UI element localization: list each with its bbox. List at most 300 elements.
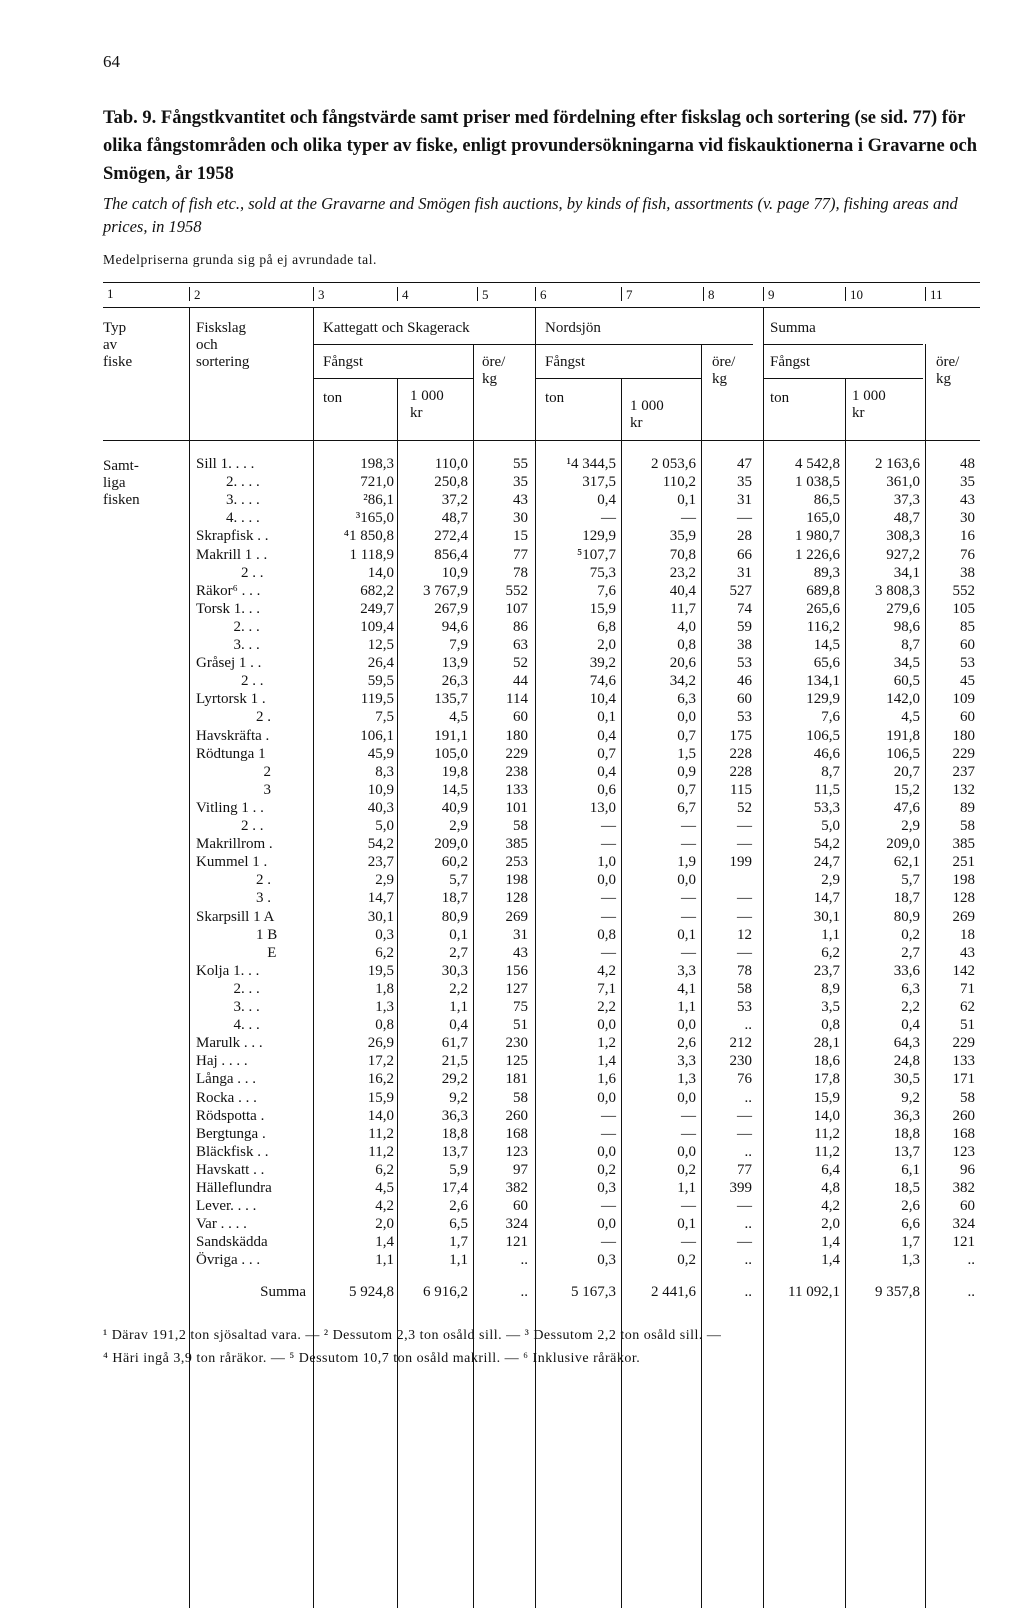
table-cell: 60,5 [893, 673, 920, 690]
table-cell: 43 [960, 492, 975, 509]
table-cell: 110,0 [434, 456, 468, 472]
table-cell: 60 [737, 691, 752, 708]
table-cell: 2,9 [901, 818, 920, 834]
table-cell: 1,1 [449, 999, 468, 1015]
col-divider [189, 308, 190, 1608]
table-cell: .. [744, 1252, 752, 1269]
table-cell: 1,1 [821, 926, 840, 943]
col-number: 4 [397, 287, 409, 301]
table-cell: 2,0 [597, 637, 616, 653]
table-cell: 14,5 [813, 637, 840, 653]
table-cell: 1,3 [901, 1252, 920, 1269]
table-cell: 1,3 [375, 999, 394, 1015]
summa-cell: .. [744, 1284, 752, 1300]
table-cell: 45,9 [367, 745, 394, 762]
row-label: Övriga . . . [196, 1252, 261, 1269]
table-cell: 20,6 [669, 655, 696, 672]
table-cell: 76 [960, 546, 975, 563]
table-cell: 228 [729, 745, 752, 762]
column-number-strip [103, 282, 980, 308]
col-number: 9 [763, 287, 775, 301]
table-cell: 3,5 [821, 999, 840, 1015]
table-cell: 269 [952, 908, 975, 925]
table-cell: 1,7 [449, 1234, 468, 1251]
table-cell: 10,9 [441, 564, 468, 581]
table-cell: 0,4 [597, 492, 616, 509]
col-number: 3 [313, 287, 325, 301]
table-cell: 17,8 [813, 1071, 840, 1088]
table-cell: 80,9 [893, 908, 920, 925]
table-cell: — [601, 1125, 616, 1142]
row-label: Kummel 1 . [196, 854, 268, 871]
table-cell: 0,8 [677, 637, 696, 653]
summa-cell: 9 357,8 [875, 1284, 920, 1300]
table-cell: 1,4 [821, 1234, 840, 1251]
table-cell: 2,2 [901, 999, 920, 1015]
table-cell: 0,0 [597, 1216, 616, 1233]
table-cell: 251 [952, 854, 975, 871]
table-cell: 927,2 [886, 546, 920, 563]
table-cell: 2,2 [597, 999, 616, 1015]
table-cell: 181 [505, 1071, 528, 1088]
summa-label: Summa [260, 1284, 306, 1300]
header-fiskslag: Fiskslag och sortering [196, 320, 250, 370]
table-cell: 0,0 [597, 1017, 616, 1034]
table-cell: — [737, 510, 752, 527]
table-cell: 26,3 [441, 673, 468, 690]
table-cell: 6,8 [597, 618, 616, 635]
table-cell: 4,2 [597, 962, 616, 979]
row-label: Rödspotta . [196, 1107, 265, 1124]
table-cell: 35 [960, 474, 975, 491]
table-cell: .. [744, 1143, 752, 1160]
table-cell: .. [744, 1216, 752, 1233]
table-cell: 18,5 [893, 1180, 920, 1196]
table-cell: 36,3 [893, 1107, 920, 1124]
row-label: Räkor⁶ . . . [196, 582, 261, 599]
table-cell: — [737, 836, 752, 853]
table-cell: 1,2 [597, 1035, 616, 1052]
summa-cell: .. [520, 1284, 528, 1300]
table-cell: 9,2 [901, 1089, 920, 1106]
table-cell: 53 [960, 655, 975, 672]
table-cell: 198 [505, 872, 528, 889]
row-label: Havskräfta . [196, 727, 270, 744]
table-cell: 0,4 [597, 763, 616, 780]
table-cell: 2,6 [449, 1198, 468, 1215]
table-cell: 74 [737, 600, 752, 617]
table-cell: 14,5 [441, 781, 468, 798]
table-cell: 0,0 [677, 1017, 696, 1034]
table-cell: — [601, 818, 616, 834]
row-label: Havskatt . . [196, 1161, 265, 1178]
table-cell: 30 [513, 510, 528, 527]
table-cell: ⁴1 850,8 [343, 528, 394, 545]
table-cell: 14,0 [813, 1107, 840, 1124]
table-cell: — [601, 510, 616, 527]
row-label: Rocka . . . [196, 1089, 257, 1106]
table-cell: 97 [513, 1161, 528, 1178]
table-cell: 19,5 [367, 962, 394, 979]
table-cell: 2,9 [375, 872, 394, 889]
table-cell: 89 [960, 799, 975, 816]
table-cell: 47,6 [893, 799, 920, 816]
table-cell: 54,2 [813, 836, 840, 853]
table-cell: 6,2 [821, 944, 840, 961]
row-label: 4. . . . [196, 510, 260, 527]
table-cell: — [737, 818, 752, 834]
table-cell: 62,1 [893, 854, 920, 871]
table-cell: — [681, 836, 696, 853]
table-cell: 7,1 [597, 980, 616, 997]
row-label: Skarpsill 1 A [196, 908, 275, 925]
table-cell: 4,2 [821, 1198, 840, 1215]
table-cell: 7,6 [821, 709, 840, 726]
table-cell: 11,2 [814, 1125, 840, 1142]
table-cell: .. [520, 1252, 528, 1269]
table-cell: 0,2 [677, 1161, 696, 1178]
row-label: Gråsej 1 . . [196, 655, 262, 672]
footnote-line: ⁴ Häri ingå 3,9 ton råräkor. — ⁵ Dessutom 10,7 ton osåld makrill. — ⁶ Inklusive råräkor. [103, 1351, 641, 1366]
table-cell: 3,3 [677, 1053, 696, 1070]
table-cell: 0,3 [597, 1252, 616, 1269]
table-cell: 1,6 [597, 1071, 616, 1088]
table-cell: 78 [513, 564, 528, 581]
table-cell: 2,7 [449, 944, 468, 961]
row-label: 2 . . [196, 818, 264, 834]
table-cell: 60,2 [441, 854, 468, 871]
row-label: Skrapfisk . . [196, 528, 269, 545]
table-cell: 98,6 [893, 618, 920, 635]
table-cell: 43 [513, 944, 528, 961]
table-cell: 228 [729, 763, 752, 780]
table-cell: 5,0 [375, 818, 394, 834]
table-cell: 0,2 [677, 1252, 696, 1269]
col-number: 8 [703, 287, 715, 301]
table-cell: 43 [513, 492, 528, 509]
table-cell: 60 [960, 1198, 975, 1215]
table-cell: 107 [505, 600, 528, 617]
table-cell: 45 [960, 673, 975, 690]
table-cell: 53 [737, 655, 752, 672]
table-cell: ¹4 344,5 [566, 456, 616, 472]
row-label: 2 . . [196, 673, 264, 690]
table-cell: — [681, 1125, 696, 1142]
row-label: Sill 1. . . . [196, 456, 255, 472]
row-label: 4. . . [196, 1017, 260, 1034]
row-label: 3. . . [196, 999, 260, 1015]
table-cell: 105 [952, 600, 975, 617]
table-cell: 229 [505, 745, 528, 762]
table-cell: 78 [737, 962, 752, 979]
table-cell: 53 [737, 999, 752, 1015]
table-cell: 125 [505, 1053, 528, 1070]
table-cell: 70,8 [669, 546, 696, 563]
table-cell: 121 [952, 1234, 975, 1251]
table-cell: ²86,1 [363, 492, 394, 509]
price-note: Medelpriserna grunda sig på ej avrundade tal. [103, 252, 378, 267]
row-label: 3. . . . [196, 492, 260, 509]
table-cell: 94,6 [441, 618, 468, 635]
table-cell: 0,4 [449, 1017, 468, 1034]
table-cell: 7,5 [375, 709, 394, 726]
header-nordsjon: Nordsjön [545, 320, 601, 336]
table-cell: 0,8 [821, 1017, 840, 1034]
table-cell: 4,2 [375, 1198, 394, 1215]
table-cell: 21,5 [441, 1053, 468, 1070]
table-cell: 6,4 [821, 1161, 840, 1178]
table-cell: 65,6 [813, 655, 840, 672]
table-cell: 175 [729, 727, 752, 744]
row-label: 3 . [196, 890, 271, 907]
table-cell: 0,8 [597, 926, 616, 943]
table-cell: 0,0 [677, 709, 696, 726]
table-cell: 30,3 [441, 962, 468, 979]
col-number: 11 [925, 287, 943, 301]
table-cell: 229 [952, 1035, 975, 1052]
table-cell: 0,0 [677, 872, 696, 889]
table-cell: 6,2 [375, 1161, 394, 1178]
table-cell: — [681, 908, 696, 925]
table-cell: 4,1 [677, 980, 696, 997]
table-cell: — [601, 1198, 616, 1215]
table-cell: 168 [952, 1125, 975, 1142]
table-cell: — [601, 908, 616, 925]
header-tkr-n: 1 000 kr [630, 398, 664, 431]
table-cell: 0,0 [597, 872, 616, 889]
table-cell: 324 [952, 1216, 975, 1233]
table-cell: 34,1 [893, 564, 920, 581]
table-cell: 171 [952, 1071, 975, 1088]
header-tkr-k: 1 000 kr [410, 388, 444, 421]
header-ore-n: öre/ kg [712, 354, 736, 387]
row-label: Haj . . . . [196, 1053, 248, 1070]
table-cell: 1 980,7 [795, 528, 840, 545]
table-cell: 116,2 [806, 618, 840, 635]
table-cell: 38 [960, 564, 975, 581]
table-cell: 8,7 [821, 763, 840, 780]
table-cell: 7,9 [449, 637, 468, 653]
table-cell: 0,7 [677, 727, 696, 744]
table-cell: 11,2 [368, 1143, 394, 1160]
table-cell: 71 [960, 980, 975, 997]
table-cell: 18,8 [441, 1125, 468, 1142]
table-cell: 106,5 [806, 727, 840, 744]
table-cell: 26,9 [367, 1035, 394, 1052]
table-cell: 30,1 [367, 908, 394, 925]
table-cell: 142,0 [886, 691, 920, 708]
row-label: Bergtunga . [196, 1125, 266, 1142]
table-cell: 552 [952, 582, 975, 599]
header-fangst-k: Fångst [323, 354, 364, 370]
table-cell: 13,7 [893, 1143, 920, 1160]
table-cell: 14,0 [367, 1107, 394, 1124]
table-cell: 18,8 [893, 1125, 920, 1142]
table-cell: 260 [505, 1107, 528, 1124]
table-cell: — [681, 944, 696, 961]
table-cell: 13,7 [441, 1143, 468, 1160]
table-cell: .. [744, 1017, 752, 1034]
summa-cell: 5 924,8 [349, 1284, 394, 1300]
table-cell: 40,4 [669, 582, 696, 599]
table-cell: 1,1 [449, 1252, 468, 1269]
table-cell: 106,5 [886, 745, 920, 762]
table-cell: 8,9 [821, 980, 840, 997]
table-cell: 382 [505, 1180, 528, 1196]
header-fangst-n: Fångst [545, 354, 586, 370]
table-cell: 129,9 [806, 691, 840, 708]
table-cell: — [681, 818, 696, 834]
table-cell: 13,9 [441, 655, 468, 672]
table-cell: 212 [729, 1035, 752, 1052]
table-cell: 230 [729, 1053, 752, 1070]
table-cell: 101 [505, 799, 528, 816]
table-cell: 2,9 [821, 872, 840, 889]
table-cell: 63 [513, 637, 528, 653]
table-cell: 11,2 [368, 1125, 394, 1142]
table-cell: 6,5 [449, 1216, 468, 1233]
table-cell: 1,9 [677, 854, 696, 871]
table-cell: 1 226,6 [795, 546, 840, 563]
table-cell: 229 [952, 745, 975, 762]
table-cell: 8,7 [901, 637, 920, 653]
table-cell: 6,1 [901, 1161, 920, 1178]
table-cell: — [737, 1125, 752, 1142]
table-cell: 1 038,5 [795, 474, 840, 491]
table-cell: 0,0 [597, 1143, 616, 1160]
table-cell: — [601, 1234, 616, 1251]
table-cell: 682,2 [360, 582, 394, 599]
table-cell: 36,3 [441, 1107, 468, 1124]
table-cell: 123 [505, 1143, 528, 1160]
summa-cell: 2 441,6 [651, 1284, 696, 1300]
table-cell: 2,9 [449, 818, 468, 834]
table-cell: 52 [513, 655, 528, 672]
table-cell: 9,2 [449, 1089, 468, 1106]
table-cell: 35 [737, 474, 752, 491]
table-cell: — [601, 890, 616, 907]
table-cell: — [681, 1107, 696, 1124]
table-cell: 385 [952, 836, 975, 853]
table-cell: 11,5 [814, 781, 840, 798]
table-cell: 74,6 [589, 673, 616, 690]
table-cell: 142 [952, 962, 975, 979]
table-cell: ³165,0 [355, 510, 394, 527]
table-cell: 12 [737, 926, 752, 943]
table-cell: 1,4 [597, 1053, 616, 1070]
footnotes [103, 1324, 983, 1370]
table-cell: 54,2 [367, 836, 394, 853]
table-cell: 0,7 [677, 781, 696, 798]
table-cell: 272,4 [434, 528, 468, 545]
table-cell: 28,1 [813, 1035, 840, 1052]
row-label: 2. . . [196, 980, 260, 997]
row-label: 3 [196, 781, 271, 798]
table-cell: 34,2 [669, 673, 696, 690]
header-ton-s: ton [770, 390, 790, 406]
table-cell: 106,1 [360, 727, 394, 744]
header-rule [763, 378, 923, 379]
table-cell: 4,8 [821, 1180, 840, 1196]
table-cell: 35 [513, 474, 528, 491]
summa-cell: 5 167,3 [571, 1284, 616, 1300]
table-cell: — [737, 908, 752, 925]
table-cell: 64,3 [893, 1035, 920, 1052]
table-cell: 119,5 [360, 691, 394, 708]
table-cell: 109,4 [360, 618, 394, 635]
table-cell: 24,7 [813, 854, 840, 871]
table-cell: 209,0 [434, 836, 468, 853]
table-cell: 33,6 [893, 962, 920, 979]
row-label: E [196, 944, 277, 961]
table-cell: 3,3 [677, 962, 696, 979]
table-cell: 34,5 [893, 655, 920, 672]
table-cell: 80,9 [441, 908, 468, 925]
table-cell: 0,1 [677, 926, 696, 943]
table-cell: 53 [737, 709, 752, 726]
table-cell: 17,4 [441, 1180, 468, 1196]
table-cell: — [681, 890, 696, 907]
table-cell: 0,1 [677, 1216, 696, 1233]
table-cell: 53,3 [813, 799, 840, 816]
table-cell: 40,9 [441, 799, 468, 816]
table-cell: 0,8 [375, 1017, 394, 1034]
table-cell: 14,0 [367, 564, 394, 581]
summa-cell: 11 092,1 [788, 1284, 840, 1300]
table-cell: 39,2 [589, 655, 616, 672]
table-cell: 6,6 [901, 1216, 920, 1233]
table-cell: 58 [960, 1089, 975, 1106]
col-number: 10 [845, 287, 863, 301]
table-cell: 85 [960, 618, 975, 635]
table-cell: 3 808,3 [875, 582, 920, 599]
table-cell: 23,7 [367, 854, 394, 871]
table-cell: 127 [505, 980, 528, 997]
table-cell: 1,1 [677, 999, 696, 1015]
table-cell: 209,0 [886, 836, 920, 853]
table-cell: 4,5 [901, 709, 920, 726]
table-cell: 279,6 [886, 600, 920, 617]
table-cell: 198 [952, 872, 975, 889]
table-cell: 60 [960, 637, 975, 653]
table-cell: 59 [737, 618, 752, 635]
table-subtitle: The catch of fish etc., sold at the Gravarne and Smögen fish auctions, by kinds of fish, assortments (v. page 77), fishing areas and prices, in 1958 [103, 194, 958, 236]
footnote-line: ¹ Därav 191,2 ton sjösaltad vara. — ² Dessutom 2,3 ton osåld sill. — ³ Dessutom 2,2 ton osåld sill. — [103, 1328, 722, 1343]
table-cell: 18 [960, 926, 975, 943]
table-cell: 38 [737, 637, 752, 653]
table-cell: 30,5 [893, 1071, 920, 1088]
table-cell: 134,1 [806, 673, 840, 690]
table-cell: — [681, 1234, 696, 1251]
table-cell: 5,7 [449, 872, 468, 889]
table-cell: 237 [952, 763, 975, 780]
table-title: Tab. 9. Fångstkvantitet och fångstvärde samt priser med fördelning efter fiskslag och sortering (se sid. 77) för olika fångstområden och olika typer av fiske, enligt provundersökningarna vid fiskauktionerna i Gravarne och Smögen, år 1958 [103, 108, 978, 184]
table-cell: 18,7 [893, 890, 920, 907]
table-cell: 31 [513, 926, 528, 943]
table-cell: 30 [960, 510, 975, 527]
table-cell: 0,2 [597, 1161, 616, 1178]
table-cell: 265,6 [806, 600, 840, 617]
table-cell: 86,5 [813, 492, 840, 509]
table-cell: 37,3 [893, 492, 920, 509]
table-cell: 76 [737, 1071, 752, 1088]
table-cell: 59,5 [367, 673, 394, 690]
table-cell: 30,1 [813, 908, 840, 925]
table-cell: 19,8 [441, 763, 468, 780]
table-cell: 24,8 [893, 1053, 920, 1070]
row-label: Bläckfisk . . [196, 1143, 269, 1160]
table-cell: 0,0 [677, 1089, 696, 1106]
